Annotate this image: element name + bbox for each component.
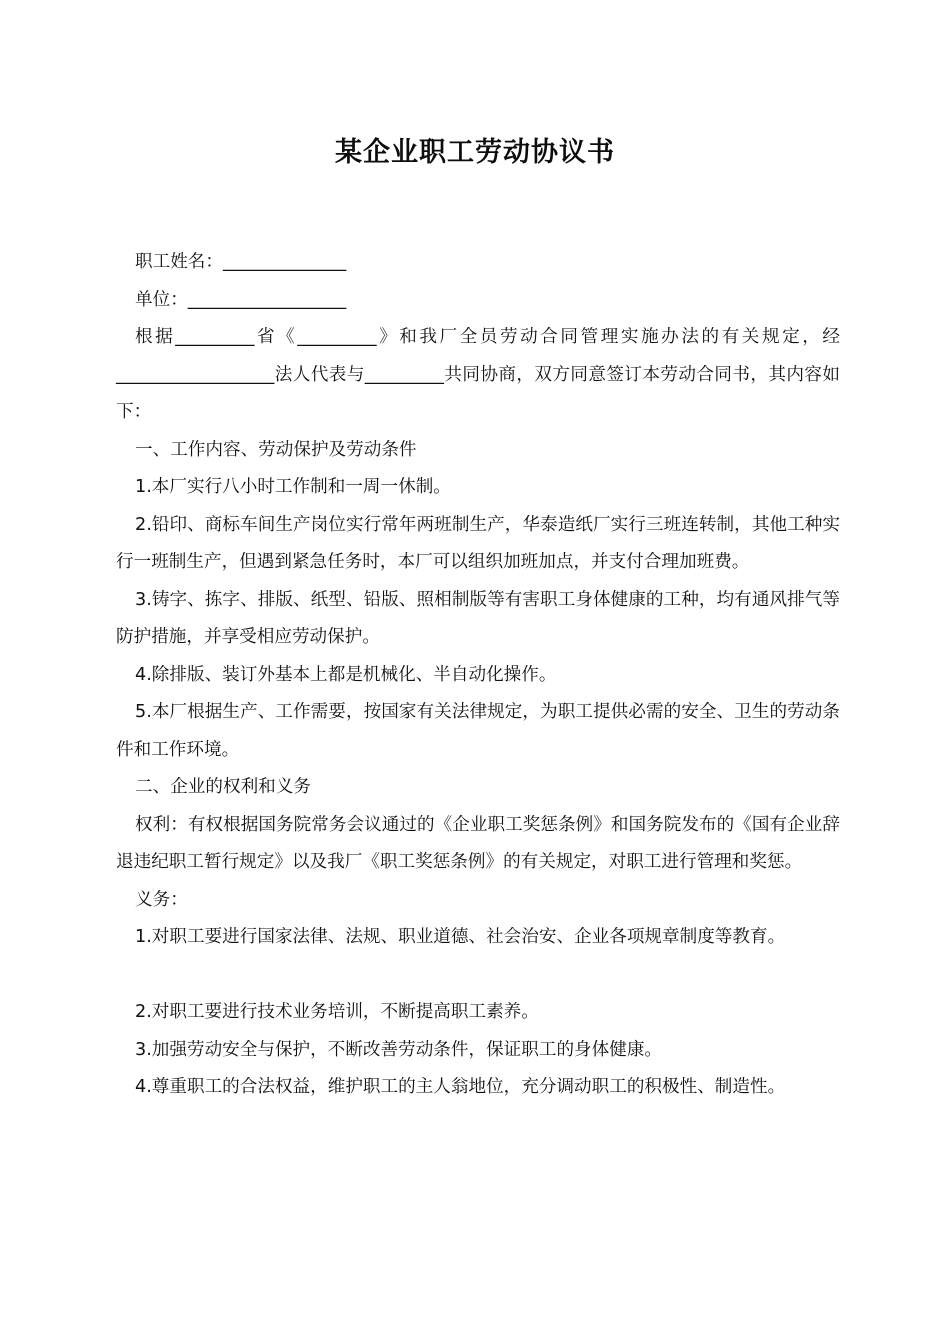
preamble-paragraph: 根据_________省《_________》和我厂全员劳动合同管理实施办法的有关规定，经__________________法人代表与_________共同协商，双方同意签订本劳动合同书，其内容如下： [116,327,840,422]
clause-1-4: 4.除排版、装订外基本上都是机械化、半自动化操作。 [135,664,557,685]
obligation-3: 3.加强劳动安全与保护，不断改善劳动条件，保证职工的身体健康。 [135,1039,663,1060]
blank-line [116,957,840,995]
clause-1-1: 1.本厂实行八小时工作制和一周一休制。 [135,477,451,497]
obligation-4: 4.尊重职工的合法权益，维护职工的主人翁地位，充分调动职工的积极性、制造性。 [135,1077,786,1097]
rights-paragraph: 权利：有权根据国务院常务会议通过的《企业职工奖惩条例》和国务院发布的《国有企业辞退违纪职工暂行规定》以及我厂《职工奖惩条例》的有关规定，对职工进行管理和奖惩。 [116,814,840,872]
obligations-label: 义务： [135,889,188,910]
section-heading-2: 二、企业的权利和义务 [135,777,311,797]
clause-1-5: 5.本厂根据生产、工作需要，按国家有关法律规定，为职工提供必需的安全、卫生的劳动条件和工作环境。 [116,702,840,760]
obligation-1: 1.对职工要进行国家法律、法规、职业道德、社会治安、企业各项规章制度等教育。 [135,927,786,947]
document-title: 某企业职工劳动协议书 [335,137,615,168]
document-body [116,244,840,1107]
field-unit: 单位：__________________ [135,289,347,310]
clause-1-2: 2.铅印、商标车间生产岗位实行常年两班制生产，华泰造纸厂实行三班连转制，其他工种实行一班制生产，但遇到紧急任务时，本厂可以组织加班加点，并支付合理加班费。 [116,514,840,572]
field-employee-name: 职工姓名：______________ [135,252,347,272]
obligation-2: 2.对职工要进行技术业务培训，不断提高职工素养。 [135,1002,539,1022]
clause-1-3: 3.铸字、拣字、排版、纸型、铅版、照相制版等有害职工身体健康的工种，均有通风排气等防护措施，并享受相应劳动保护。 [116,589,840,647]
section-heading-1: 一、工作内容、劳动保护及劳动条件 [135,439,417,460]
